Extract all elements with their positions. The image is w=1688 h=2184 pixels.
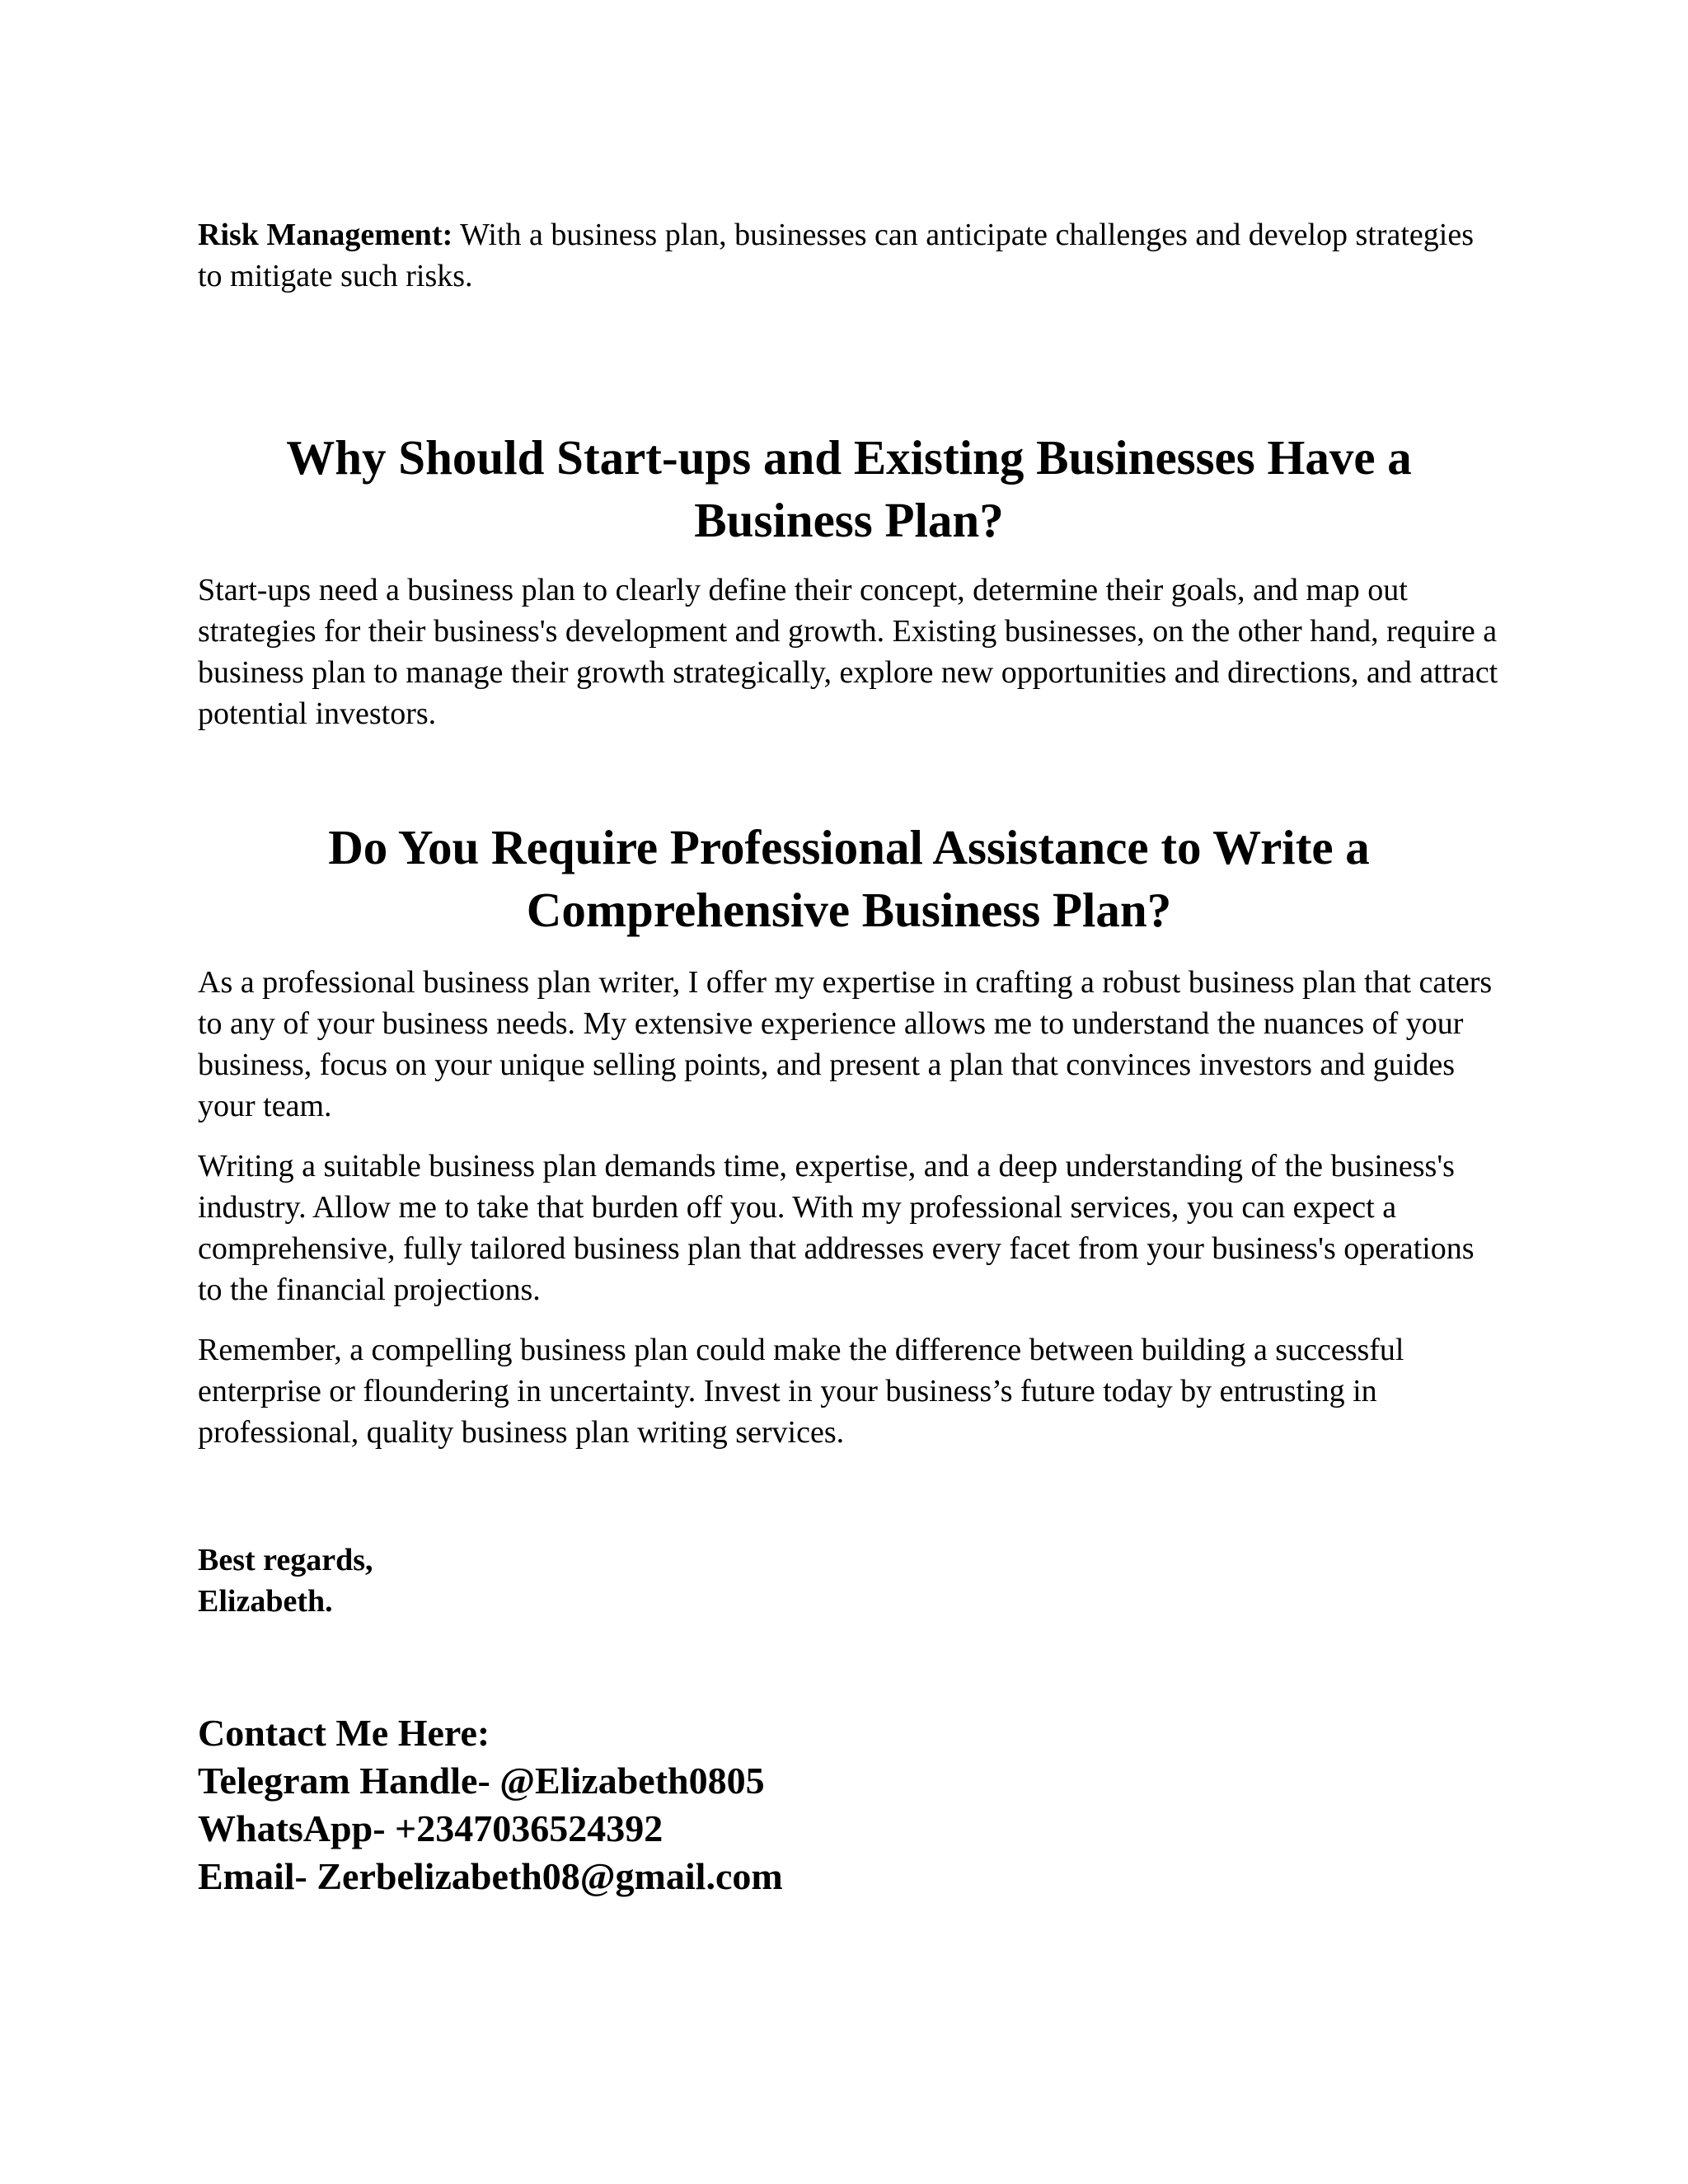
startups-paragraph: Start-ups need a business plan to clearly define their concept, determine their goals, and map out strategies for their business's development and growth. Existing businesses, on the other hand, require a business plan to manage their growth strategically, explore new opportunities and directions, and attract potential investors. (198, 573, 1498, 731)
risk-management-paragraph (198, 214, 1500, 297)
heading-line: Comprehensive Business Plan? (526, 883, 1172, 937)
signoff-greeting: Best regards, (198, 1543, 373, 1577)
heading-line: Do You Require Professional Assistance to Write a (328, 820, 1370, 874)
contact-whatsapp: WhatsApp- +2347036524392 (198, 1807, 663, 1849)
signoff-block (198, 1540, 857, 1622)
heading-line: Business Plan? (694, 493, 1004, 547)
writing-paragraph: Writing a suitable business plan demands time, expertise, and a deep understanding of the business's industry. Allow me to take that burden off you. With my professional services, you can expect a comprehensive, fully tailored business plan that addresses every facet from your business's operations to the financial projections. (198, 1149, 1475, 1307)
contact-email: Email- Zerbelizabeth08@gmail.com (198, 1855, 783, 1897)
remember-paragraph: Remember, a compelling business plan could make the difference between building a successful enterprise or floundering in uncertainty. Invest in your business’s future today by entrusting in professional, quality business plan writing services. (198, 1333, 1404, 1450)
section-heading-professional-assistance (198, 816, 1500, 941)
risk-management-text: With a business plan, businesses can anticipate challenges and develop strategies to mitigate such risks. (198, 218, 1475, 293)
signoff-name: Elizabeth. (198, 1584, 333, 1619)
contact-heading: Contact Me Here: (198, 1712, 490, 1754)
section-heading-why-business-plan (198, 426, 1500, 551)
contact-telegram: Telegram Handle- @Elizabeth0805 (198, 1760, 765, 1802)
contact-block (198, 1709, 1352, 1900)
heading-line: Why Should Start-ups and Existing Businesses Have a (286, 430, 1412, 485)
expertise-paragraph: As a professional business plan writer, I offer my expertise in crafting a robust business plan that caters to any of your business needs. My extensive experience allows me to understand the nuances of your business, focus on your unique selling points, and present a plan that convinces investors and guides your team. (198, 965, 1493, 1123)
risk-management-label: Risk Management: (198, 218, 453, 252)
